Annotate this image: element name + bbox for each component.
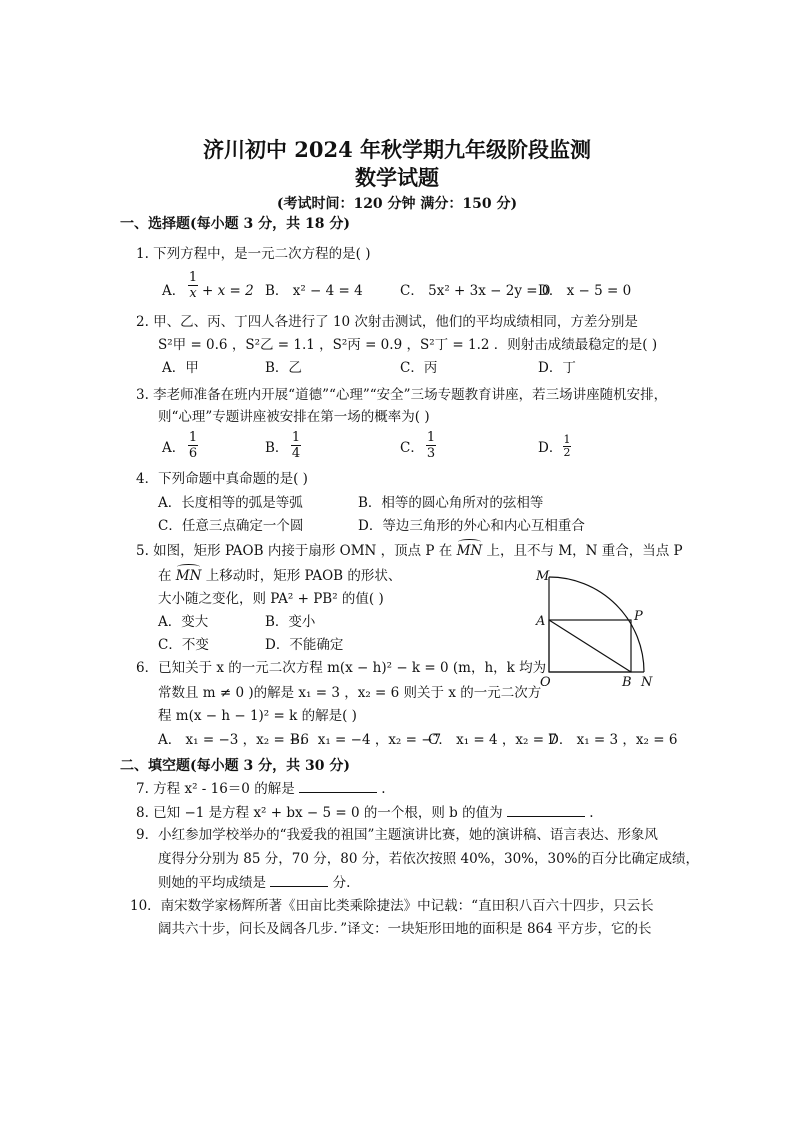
q6-option-a: A． x₁ = −3 ，x₂ = −6	[158, 732, 309, 748]
q3-b-numerator: 1	[291, 430, 301, 445]
q3-option-b-label: B．	[265, 440, 289, 456]
q9-answer-blank[interactable]	[270, 872, 328, 887]
q9-line2: 度得分分别为 85 分，70 分，80 分，若依次按照 40%，30%，30%的百分比确定成绩，	[158, 851, 700, 867]
sector-figure	[530, 562, 670, 692]
q7-text: 7. 方程 x² - 16＝0 的解是	[136, 781, 295, 797]
arc-mn	[549, 577, 644, 672]
q1-a-denominator: x	[189, 286, 197, 301]
q7-period: .	[381, 781, 386, 797]
q1-option-b: B． x² − 4 = 4	[265, 283, 363, 299]
q1-option-a-label: A．	[162, 283, 186, 299]
exam-title: 济川初中 2024 年秋学期九年级阶段监测	[202, 137, 592, 162]
q3-a-denominator: 6	[188, 446, 198, 461]
q5-line3: 大小随之变化，则 PA² + PB² 的值( )	[158, 591, 384, 607]
q8-answer-blank[interactable]	[507, 802, 585, 817]
q5-option-d: D．不能确定	[265, 637, 344, 653]
q1-option-d: D． x − 5 = 0	[538, 283, 632, 299]
diagonal-ab	[549, 620, 631, 672]
q4-option-c: C．任意三点确定一个圆	[158, 518, 304, 534]
q5-line1-pre: 5. 如图，矩形 PAOB 内接于扇形 OMN ，顶点 P 在	[136, 543, 453, 559]
q4-stem: 4．下列命题中真命题的是( )	[136, 471, 308, 487]
q3-stem2: 则“心理”专题讲座被安排在第一场的概率为( )	[158, 409, 430, 425]
q8-period: .	[589, 805, 594, 821]
q3-a-numerator: 1	[188, 430, 198, 445]
q3-option-d-label: D．	[538, 440, 563, 456]
q3-option-c-label: C．	[400, 440, 424, 456]
q5-line2-post: 上移动时，矩形 PAOB 的形状、	[205, 568, 402, 584]
q2-stem2: S²甲 = 0.6 ，S²乙 = 1.1 ，S²丙 = 0.9 ，S²丁 = 1.2 ．则射击成绩最稳定的是( )	[158, 337, 658, 353]
q2-option-b: B．乙	[265, 360, 302, 376]
q7-answer-blank[interactable]	[299, 778, 377, 793]
q10-line1: 10．南宋数学家杨辉所著《田亩比类乘除捷法》中记载：“直田积八百六十四步，只云长	[130, 898, 654, 914]
q6-option-c: C． x₁ = 4 ，x₂ = 7	[428, 732, 557, 748]
section-heading-choice: 一、选择题(每小题 3 分，共 18 分)	[120, 216, 350, 232]
q2-option-a: A．甲	[162, 360, 199, 376]
label-p: P	[634, 609, 643, 624]
q3-b-denominator: 4	[291, 446, 301, 461]
q4-option-b: B．相等的圆心角所对的弦相等	[358, 495, 544, 511]
label-m: M	[536, 569, 550, 584]
q2-stem: 2. 甲、乙、丙、丁四人各进行了 10 次射击测试，他们的平均成绩相同，方差分别是	[136, 314, 638, 330]
q5-arc-mn: MN	[456, 543, 483, 559]
q5-line2	[158, 566, 401, 586]
q3-option-b-fraction	[291, 430, 301, 461]
q9-line3	[158, 872, 350, 893]
q9-line1: 9．小红参加学校举办的“我爱我的祖国”主题演讲比赛，她的演讲稿、语言表达、形象风	[136, 827, 658, 843]
exam-subtitle: 数学试题	[355, 165, 439, 190]
q1-option-a-rest: + x = 2	[202, 283, 254, 299]
q5-line2-pre: 在	[158, 568, 172, 584]
q6-option-d: D． x₁ = 3 ，x₂ = 6	[548, 732, 678, 748]
q10-line2: 阔共六十步，问长及阔各几步．”译文：一块矩形田地的面积是 864 平方步，它的长	[158, 921, 652, 937]
label-a: A	[536, 614, 546, 629]
q4-option-a: A．长度相等的弧是等弧	[158, 495, 303, 511]
q3-c-denominator: 3	[426, 446, 436, 461]
q3-option-a-fraction	[188, 430, 198, 461]
q5-arc-mn-2: MN	[175, 568, 202, 584]
q6-line1: 6．已知关于 x 的一元二次方程 m(x − h)² − k = 0 (m，h，k 均为	[136, 660, 547, 676]
q3-d-numerator: 1	[563, 433, 571, 446]
q3-d-denominator: 2	[563, 446, 571, 459]
q3-option-c-fraction	[426, 430, 436, 461]
q9-line3-text: 则她的平均成绩是	[158, 875, 266, 891]
q7-line	[136, 778, 386, 799]
label-b: B	[622, 675, 632, 690]
q6-line2: 常数且 m ≠ 0 )的解是 x₁ = 3 ，x₂ = 6 则关于 x 的一元二次方	[158, 685, 542, 701]
q6-line3: 程 m(x − h − 1)² = k 的解是( )	[158, 708, 357, 724]
q1-option-a-fraction	[188, 270, 198, 301]
q9-line3-unit: 分.	[332, 875, 351, 891]
q1-a-numerator: 1	[188, 270, 198, 285]
q1-stem: 1. 下列方程中，是一元二次方程的是( )	[136, 246, 371, 262]
q5-line1	[136, 541, 683, 561]
q1-option-c: C． 5x² + 3x − 2y = 0	[400, 283, 551, 299]
q5-option-b: B．变小	[265, 614, 316, 630]
q5-option-c: C．不变	[158, 637, 209, 653]
q3-c-numerator: 1	[426, 430, 436, 445]
q3-option-a-label: A．	[162, 440, 186, 456]
q6-option-b: B． x₁ = −4 ，x₂ = −7	[290, 732, 442, 748]
q2-option-c: C．丙	[400, 360, 438, 376]
q3-option-d-fraction	[563, 434, 571, 459]
q8-line	[136, 802, 594, 823]
label-o: O	[540, 675, 551, 690]
label-n: N	[641, 675, 653, 690]
q5-line1-post: 上，且不与 M，N 重合，当点 P	[486, 543, 683, 559]
section-heading-fill: 二、填空题(每小题 3 分，共 30 分)	[120, 758, 350, 774]
q3-stem: 3. 李老师准备在班内开展“道德”“心理”“安全”三场专题教育讲座，若三场讲座随机安排，	[136, 387, 668, 403]
exam-info: (考试时间：120 分钟 满分：150 分)	[276, 196, 518, 212]
q4-option-d: D．等边三角形的外心和内心互相重合	[358, 518, 585, 534]
q5-option-a: A．变大	[158, 614, 209, 630]
q8-text: 8. 已知 −1 是方程 x² + bx − 5 = 0 的一个根，则 b 的值为	[136, 805, 503, 821]
q2-option-d: D．丁	[538, 360, 576, 376]
